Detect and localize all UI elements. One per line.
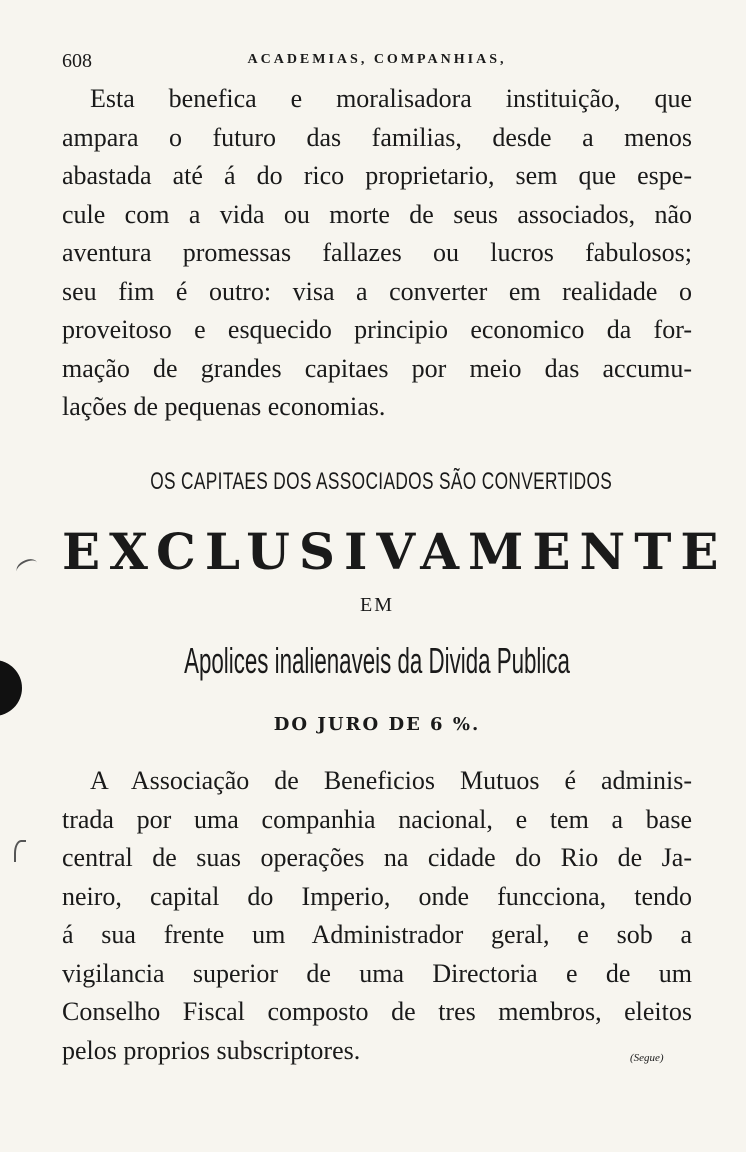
margin-pencil-mark [14, 556, 40, 578]
text-line: neiro, capital do Imperio, onde funcciona, tendo [62, 881, 692, 911]
text-line: vigilancia superior de uma Directoria e de um [62, 958, 692, 988]
notice-exclusively: EXCLUSIVAMENTE [62, 522, 728, 581]
page-header [62, 46, 692, 76]
text-line: á sua frente um Administrador geral, e sob a [62, 920, 692, 949]
notice-em: EM [360, 594, 394, 616]
text-line: aventura promessas fallazes ou lucros fabulosos; [62, 238, 692, 267]
text-line: lações de pequenas economias. [62, 392, 386, 421]
text-line: central de suas operações na cidade do Rio de Ja- [62, 843, 692, 872]
notice-interest-rate: DO JURO DE 6 %. [273, 714, 481, 735]
margin-ink-blot [0, 660, 22, 716]
text-line: Esta benefica e moralisadora instituição, que [90, 84, 692, 113]
text-line: abastada até á do rico proprietario, sem que espe- [62, 161, 692, 190]
page-number: 608 [62, 50, 92, 72]
running-head: ACADEMIAS, COMPANHIAS, [247, 52, 507, 67]
notice-capitals-converted: OS CAPITAES DOS ASSOCIADOS SÃO CONVERTIDOS [150, 468, 613, 495]
text-line: Conselho Fiscal composto de tres membros, eleitos [62, 997, 692, 1026]
margin-pencil-mark [14, 840, 26, 862]
text-line: mação de grandes capitaes por meio das accumu- [62, 353, 692, 383]
text-line: cule com a vida ou morte de seus associados, não [62, 199, 692, 229]
paragraph-1 [62, 80, 692, 427]
text-line: proveitoso e esquecido principio economico da for- [62, 315, 692, 344]
text-line: A Associação de Beneficios Mutuos é adminis- [90, 766, 692, 795]
text-line: pelos proprios subscriptores. [62, 1035, 361, 1065]
text-line: seu fim é outro: visa a converter em realidade o [62, 276, 692, 306]
text-line: trada por uma companhia nacional, e tem a base [62, 804, 692, 834]
paragraph-2 [62, 762, 692, 1070]
text-line: ampara o futuro das familias, desde a menos [62, 122, 692, 152]
notice-apolices: Apolices inalienaveis da Divida Publica [184, 640, 570, 681]
continuation-note: (Segue) [630, 1052, 664, 1064]
